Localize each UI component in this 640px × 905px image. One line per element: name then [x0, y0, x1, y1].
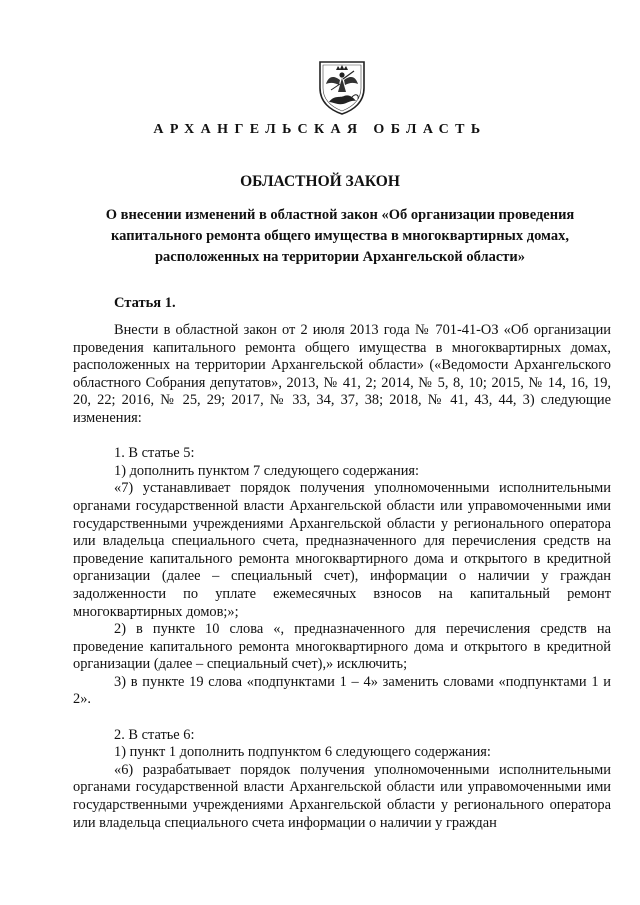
- paragraph: 2) в пункте 10 слова «, предназначенного для перечисления средств на проведение капитального ремонта многоквартирного дома и открытого в кредитной организации (далее – специальный счет),» исключить;: [73, 621, 611, 673]
- paragraph: 1. В статье 5:: [114, 445, 195, 462]
- paragraph: «6) разрабатывает порядок получения уполномоченными исполнительными органами государственной власти Архангельской области или управомоченными ими государственными учреждениями Архангельской области у регионального оператора или владельца специального счета информации о наличии у граждан: [73, 761, 611, 831]
- region-name: АРХАНГЕЛЬСКАЯ ОБЛАСТЬ: [153, 122, 487, 137]
- article-body: [73, 322, 611, 832]
- law-type: ОБЛАСТНОЙ ЗАКОН: [240, 173, 400, 190]
- paragraph: «7) устанавливает порядок получения уполномоченными исполнительными органами государственной власти Архангельской области или управомоченными ими государственными учреждениями Архангельской области у регионального оператора или владельца специального счета, предназначенного для перечисления средств на проведение капитального ремонта многоквартирного дома и открытого в кредитной организации (далее – специальный счет), информации о наличии у граждан задолженности по уплате ежемесячных взносов на капитальный ремонт многоквартирных домов;»;: [73, 480, 611, 620]
- coat-of-arms-icon: [316, 58, 368, 116]
- paragraph: Внести в областной закон от 2 июля 2013 года № 701-41-ОЗ «Об организации проведения капитального ремонта общего имущества в многоквартирных домах, расположенных на территории Архангельской области» («Ведомости Архангельского областного Собрания депутатов», 2013, № 41, 2; 2014, № 5, 8, 10; 2015, № 14, 16, 19, 20, 22; 2016, № 25, 29; 2017, № 33, 34, 37, 38; 2018, № 41, 43, 44, 3) следующие изменения:: [73, 322, 611, 426]
- paragraph: 1) дополнить пунктом 7 следующего содержания:: [114, 462, 420, 479]
- law-title: О внесении изменений в областной закон «Об организации проведения капитального ремонта общего имущества в многоквартирных домах, расположенных на территории Архангельской области»: [105, 207, 575, 265]
- paragraph: 2. В статье 6:: [114, 726, 195, 743]
- paragraph: 3) в пункте 19 слова «подпунктами 1 – 4» заменить словами «подпунктами 1 и 2».: [73, 673, 611, 708]
- paragraph: 1) пункт 1 дополнить подпунктом 6 следующего содержания:: [114, 744, 491, 761]
- article-heading: Статья 1.: [114, 295, 176, 311]
